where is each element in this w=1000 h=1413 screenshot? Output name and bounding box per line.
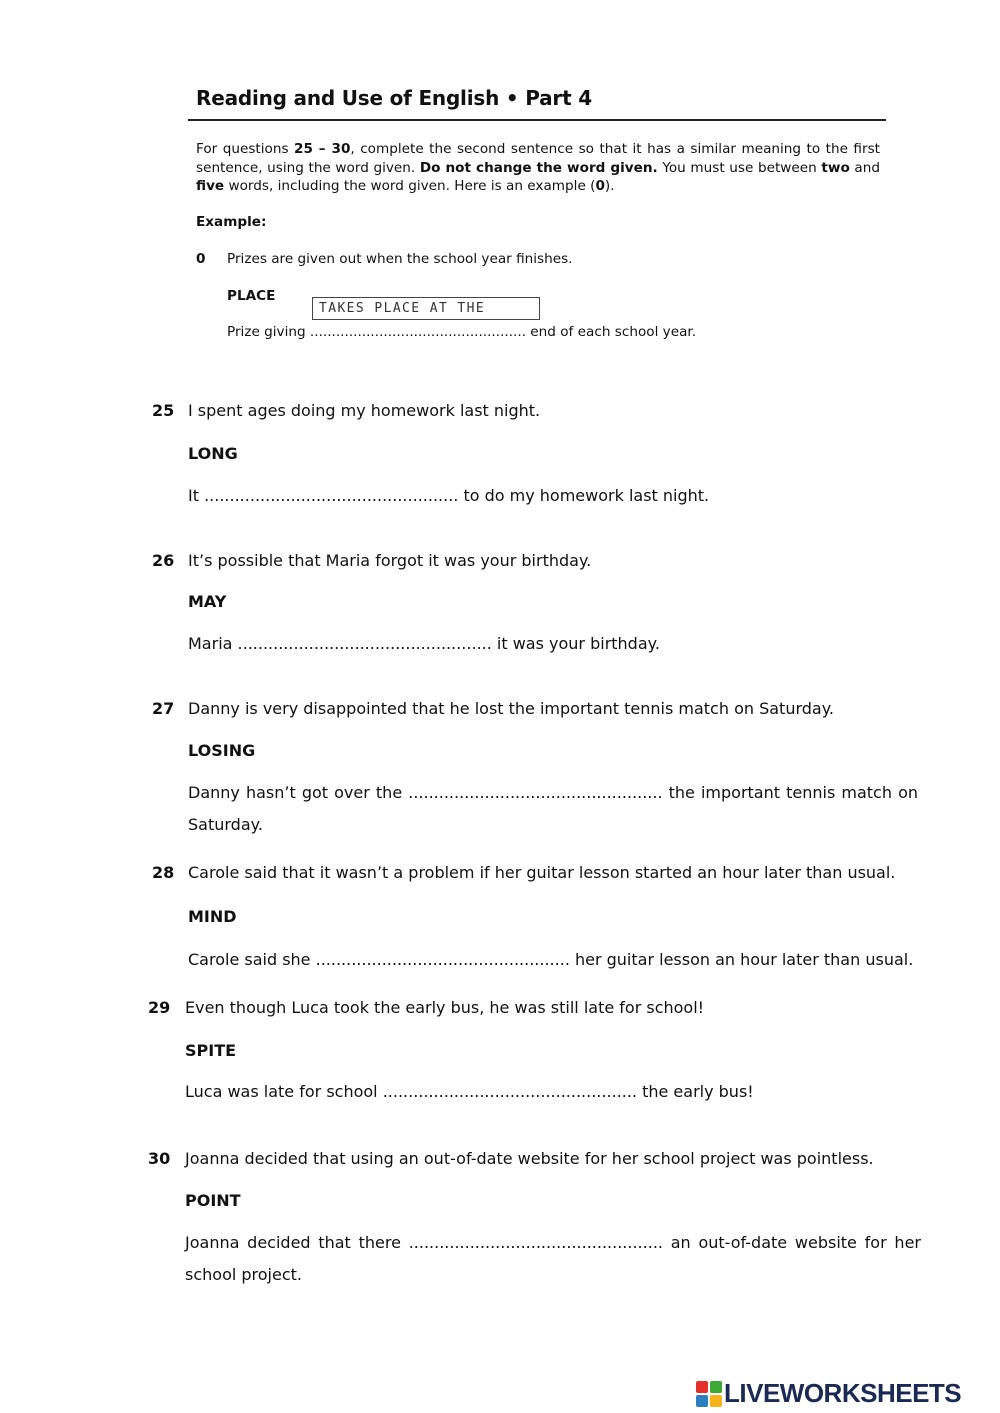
question-number: 28 [152, 863, 175, 882]
question-gapped-sentence[interactable]: It .................................................. to do my homework last night. [188, 486, 710, 505]
question-gapped-sentence[interactable]: Joanna decided that there .................................................. an out-of-date website for her school project. [185, 1233, 921, 1284]
logo-text: LIVEWORKSHEETS [724, 1378, 962, 1408]
logo-square-green [710, 1381, 722, 1393]
question-gapped-sentence[interactable]: Maria .................................................. it was your birthday. [188, 634, 660, 653]
example-answer: TAKES PLACE AT THE [319, 301, 486, 316]
question-number: 25 [152, 401, 175, 420]
liveworksheets-logo [696, 1378, 961, 1409]
example-keyword: PLACE [227, 288, 276, 304]
question-number: 30 [148, 1149, 171, 1168]
logo-square-blue [696, 1395, 708, 1407]
question-number: 29 [148, 998, 171, 1017]
question-keyword: LONG [188, 444, 238, 463]
instructions: For questions 25 – 30, complete the second sentence so that it has a similar meaning to the first sentence, using the word given. Do not change the word given. You must use between two and five words, including the word given. Here is an example (0). [196, 141, 880, 194]
question-keyword: LOSING [188, 741, 256, 760]
question-number: 27 [152, 699, 175, 718]
example-label: Example: [196, 214, 267, 230]
question-sentence: It’s possible that Maria forgot it was your birthday. [188, 551, 592, 570]
title-divider [188, 119, 886, 121]
question-keyword: SPITE [185, 1041, 237, 1060]
example-sentence: Prizes are given out when the school year finishes. [227, 251, 573, 267]
question-gapped-sentence[interactable]: Carole said she .................................................. her guitar lesson an hour later than usual. [188, 950, 914, 969]
page-title: Reading and Use of English • Part 4 [196, 86, 592, 110]
question-sentence: Even though Luca took the early bus, he was still late for school! [185, 998, 705, 1017]
question-sentence: I spent ages doing my homework last night. [188, 401, 541, 420]
example-number: 0 [196, 251, 206, 267]
question-sentence: Carole said that it wasn’t a problem if her guitar lesson started an hour later than usual. [188, 863, 896, 882]
logo-square-yellow [710, 1395, 722, 1407]
question-keyword: MIND [188, 907, 237, 926]
example-gapped-sentence: Prize giving .................................................. end of each school year. [227, 324, 697, 340]
question-sentence: Danny is very disappointed that he lost the important tennis match on Saturday. [188, 699, 834, 718]
question-keyword: MAY [188, 592, 227, 611]
question-gapped-sentence[interactable]: Luca was late for school .................................................. the early bus! [185, 1082, 754, 1101]
question-number: 26 [152, 551, 175, 570]
question-keyword: POINT [185, 1191, 241, 1210]
logo-mark-icon [696, 1381, 722, 1407]
question-sentence: Joanna decided that using an out-of-date website for her school project was pointless. [185, 1149, 874, 1168]
logo-square-red [696, 1381, 708, 1393]
question-gapped-sentence[interactable]: Danny hasn’t got over the .................................................. the important tennis match on Saturday. [188, 783, 918, 834]
